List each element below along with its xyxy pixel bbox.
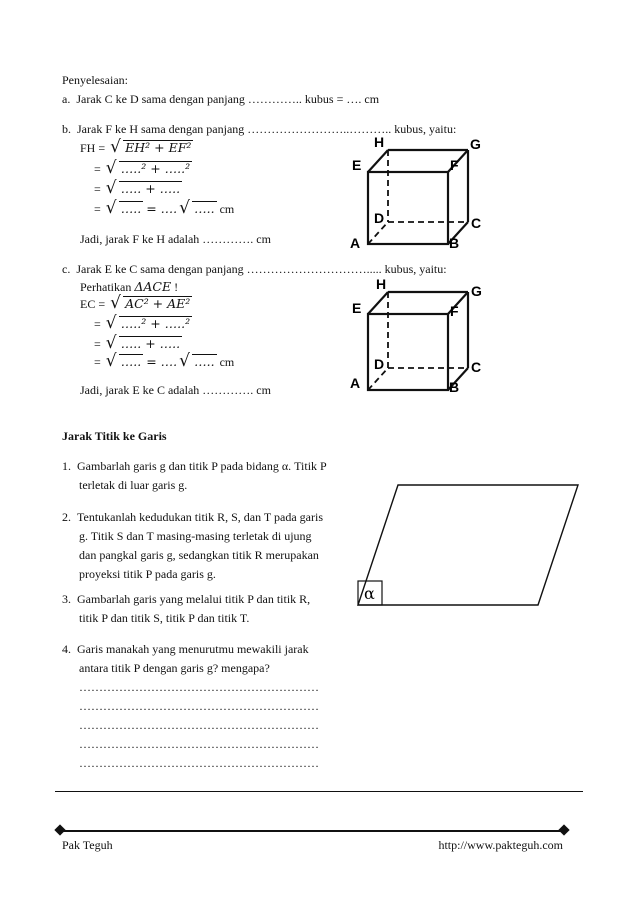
cube1-label-a: A: [350, 235, 361, 250]
triangle-ace: ΔACE: [134, 279, 172, 294]
plane-alpha-label: α: [364, 584, 375, 603]
question-3: [62, 590, 310, 628]
answer-line-3[interactable]: ……………………………………………………: [79, 718, 319, 732]
cube-diagram-2: [340, 274, 500, 396]
perhatikan-text: Perhatikan: [80, 280, 132, 294]
fh-step-3b: = ….: [146, 201, 178, 216]
question-2-line-1: 2. Tentukanlah kedudukan titik R, S, dan T pada garis: [62, 510, 324, 524]
question-3-line-2: titik P dan titik S, titik P dan titik T.: [79, 611, 250, 625]
perhatikan-excl: !: [174, 280, 179, 294]
section-heading: Jarak Titik ke Garis: [62, 429, 167, 443]
cube2-label-h: H: [376, 276, 387, 292]
cube2-label-c: C: [471, 359, 482, 375]
ec-step-3: = √ ….. = ….√ ….. cm: [94, 354, 234, 370]
fh-formula: [80, 140, 193, 156]
fh-radicand: EH² + EF²: [125, 140, 192, 155]
cube1-label-h: H: [374, 134, 385, 150]
cube1-label-d: D: [374, 210, 385, 226]
fh-step-3: = √ ….. = ….√ ….. cm: [94, 201, 234, 217]
question-1: [62, 457, 327, 495]
cube2-label-f: F: [450, 303, 459, 319]
item-b: b. Jarak F ke H sama dengan panjang ……………………..……….. kubus, yaitu:: [62, 122, 457, 136]
cube1-label-g: G: [470, 136, 481, 152]
question-4: [62, 640, 319, 773]
ec-prefix: EC =: [80, 297, 106, 311]
question-1-line-1: 1. Gambarlah garis g dan titik P pada bidang α. Titik P: [62, 459, 327, 473]
fh-step-1: = √ …..² + …..²: [94, 161, 192, 177]
fh-step-3c: …..: [194, 201, 215, 216]
cube1-label-c: C: [471, 215, 482, 231]
ec-step-3b: = ….: [146, 354, 178, 369]
ec-step-2-radicand: ….. + …..: [120, 336, 181, 351]
question-1-line-2: terletak di luar garis g.: [79, 478, 188, 492]
answer-line-1[interactable]: ……………………………………………………: [79, 680, 319, 694]
item-a: a. Jarak C ke D sama dengan panjang ………….. kubus = …. cm: [62, 92, 380, 106]
perhatikan-line: [80, 279, 178, 295]
footer-url[interactable]: http://www.pakteguh.com: [438, 838, 563, 852]
cube-diagram-1: [340, 130, 500, 250]
footer-author: Pak Teguh: [62, 838, 113, 852]
plane-alpha-diagram: [355, 483, 585, 608]
question-2-line-3: dan pangkal garis g, sedangkan titik R merupakan: [79, 548, 319, 562]
question-4-line-1: 4. Garis manakah yang menurutmu mewakili jarak: [62, 642, 309, 656]
fh-prefix: FH =: [80, 141, 106, 155]
item-c: c. Jarak E ke C sama dengan panjang …………………………..... kubus, yaitu:: [62, 262, 447, 276]
cube1-label-b: B: [449, 235, 460, 250]
fh-conclusion: Jadi, jarak F ke H adalah …………. cm: [80, 232, 271, 246]
ec-step-2: = √ ….. + …..: [94, 336, 182, 352]
cube2-label-g: G: [471, 283, 482, 299]
footer-rule-left-diamond: [54, 824, 65, 835]
ec-unit: cm: [219, 355, 235, 369]
cube2-label-d: D: [374, 356, 385, 372]
cube2-label-b: B: [449, 379, 460, 395]
answer-line-5[interactable]: ……………………………………………………: [79, 756, 319, 770]
divider-line: [55, 791, 583, 792]
ec-step-1: = √ …..² + …..²: [94, 316, 192, 332]
ec-formula: [80, 296, 192, 312]
cube1-label-f: F: [450, 157, 459, 173]
ec-step-3a: …..: [120, 354, 142, 369]
ec-conclusion: Jadi, jarak E ke C adalah …………. cm: [80, 383, 271, 397]
fh-unit: cm: [219, 202, 235, 216]
fh-step-3a: …..: [120, 201, 142, 216]
footer-rule: [60, 830, 565, 832]
fh-step-2-radicand: ….. + …..: [120, 181, 181, 196]
ec-radicand: AC² + AE²: [125, 296, 191, 311]
fh-step-1-radicand: …..² + …..²: [120, 161, 191, 176]
ec-step-1-radicand: …..² + …..²: [120, 316, 191, 331]
ec-step-3c: …..: [194, 354, 215, 369]
answer-line-2[interactable]: ……………………………………………………: [79, 699, 319, 713]
question-4-line-2: antara titik P dengan garis g? mengapa?: [79, 661, 270, 675]
solution-title: Penyelesaian:: [62, 73, 128, 87]
question-2-line-2: g. Titik S dan T masing-masing terletak di ujung: [79, 529, 312, 543]
question-2-line-4: proyeksi titik P pada garis g.: [79, 567, 216, 581]
fh-step-2: = √ ….. + …..: [94, 181, 182, 197]
question-3-line-1: 3. Gambarlah garis yang melalui titik P dan titik R,: [62, 592, 311, 606]
cube1-label-e: E: [352, 157, 362, 173]
question-2: [62, 508, 323, 584]
footer-rule-right-diamond: [558, 824, 569, 835]
answer-line-4[interactable]: ……………………………………………………: [79, 737, 319, 751]
cube2-label-a: A: [350, 375, 361, 391]
cube2-label-e: E: [352, 300, 362, 316]
